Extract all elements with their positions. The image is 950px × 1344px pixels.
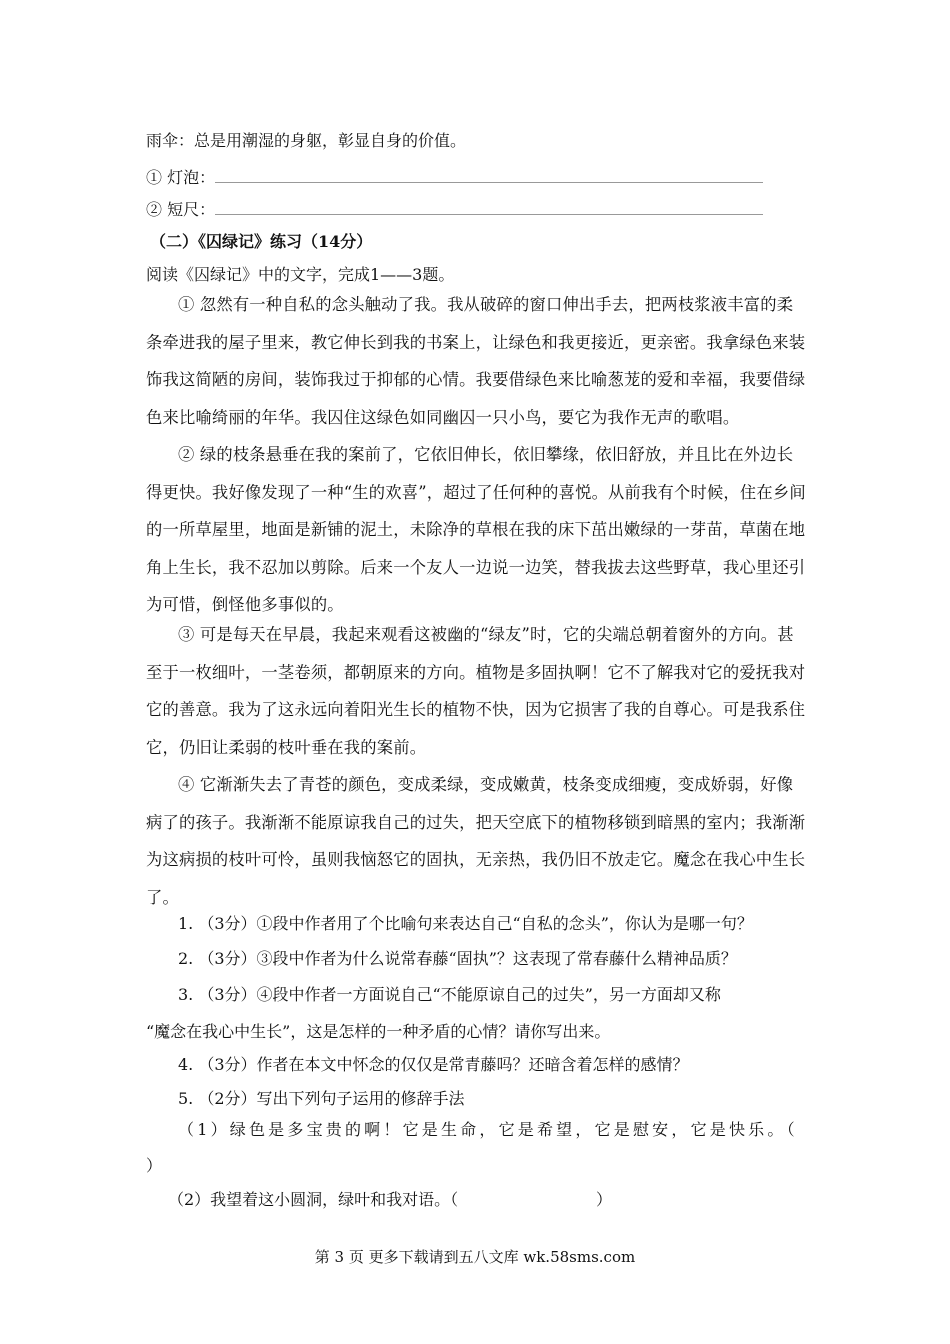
umbrella-example-line: 雨伞：总是用潮湿的身躯，彰显自身的价值。 xyxy=(146,131,467,150)
passage-paragraph-3: ③ 可是每天在早晨，我起来观看这被幽的“绿友”时，它的尖端总朝着窗外的方向。甚至于一枚细叶，一茎卷须，都朝原来的方向。植物是多固执啊！它不了解我对它的爱抚我对它的善意。我为了这永远向着阳光生长的植物不快，因为它损害了我的自尊心。可是我系住它，仍旧让柔弱的枝叶垂在我的案前。 xyxy=(146,625,806,757)
sub-question-2-close: ） xyxy=(596,1190,613,1209)
passage-paragraph-4: ④ 它渐渐失去了青苍的颜色，变成柔绿，变成嫩黄，枝条变成细瘦，变成娇弱，好像病了的孩子。我渐渐不能原谅我自己的过失，把天空底下的植物移锁到暗黑的室内；我渐渐为这病损的枝叶可怜，虽则我恼怒它的固执，无亲热，我仍旧不放走它。魔念在我心中生长了。 xyxy=(146,775,806,907)
fill-item-lightbulb xyxy=(146,165,763,188)
passage-paragraph-2: ② 绿的枝条悬垂在我的案前了，它依旧伸长，依旧攀缘，依旧舒放，并且比在外边长得更快。我好像发现了一种“生的欢喜”，超过了任何种的喜悦。从前我有个时候，住在乡间的一所草屋里，地面是新铺的泥土，未除净的草根在我的床下茁出嫩绿的一芽苗，草菌在地角上生长，我不忍加以剪除。后来一个友人一边说一边笑，替我拔去这些野草，我心里还引为可惜，倒怪他多事似的。 xyxy=(146,445,806,614)
sub-question-1: （1）绿色是多宝贵的啊！它是生命，它是希望，它是慰安，它是快乐。（ xyxy=(178,1120,798,1139)
question-1: 1. （3分）①段中作者用了个比喻句来表达自己“自私的念头”，你认为是哪一句？ xyxy=(178,914,753,933)
fill-item-ruler xyxy=(146,197,763,220)
item-label: ① 灯泡： xyxy=(146,168,216,187)
section-title: （二）《囚绿记》练习（14分） xyxy=(150,232,373,251)
question-3-continued: “魔念在我心中生长”，这是怎样的一种矛盾的心情？请你写出来。 xyxy=(146,1022,611,1041)
sub-question-1-close: ） xyxy=(146,1156,163,1175)
reading-instruction: 阅读《囚绿记》中的文字，完成1——3题。 xyxy=(146,265,455,284)
sub-question-2: （2）我望着这小圆洞，绿叶和我对语。（ xyxy=(168,1190,459,1209)
question-3: 3. （3分）④段中作者一方面说自己“不能原谅自己的过失”，另一方面却又称 xyxy=(178,985,721,1004)
answer-blank[interactable] xyxy=(215,168,763,183)
passage-paragraph-1: ① 忽然有一种自私的念头触动了我。我从破碎的窗口伸出手去，把两枝浆液丰富的柔条牵进我的屋子里来，教它伸长到我的书案上，让绿色和我更接近，更亲密。我拿绿色来装饰我这简陋的房间，装饰我过于抑郁的心情。我要借绿色来比喻葱茏的爱和幸福，我要借绿色来比喻绮丽的年华。我囚住这绿色如同幽囚一只小鸟，要它为我作无声的歌唱。 xyxy=(146,295,806,427)
item-label: ② 短尺： xyxy=(146,200,216,219)
question-2: 2. （3分）③段中作者为什么说常春藤“固执”？这表现了常春藤什么精神品质？ xyxy=(178,949,737,968)
page-footer: 第 3 页 更多下载请到五八文库 wk.58sms.com xyxy=(314,1248,636,1266)
question-5: 5. （2分）写出下列句子运用的修辞手法 xyxy=(178,1089,465,1108)
question-4: 4. （3分）作者在本文中怀念的仅仅是常青藤吗？还暗含着怎样的感情？ xyxy=(178,1055,689,1074)
answer-blank[interactable] xyxy=(215,200,763,215)
